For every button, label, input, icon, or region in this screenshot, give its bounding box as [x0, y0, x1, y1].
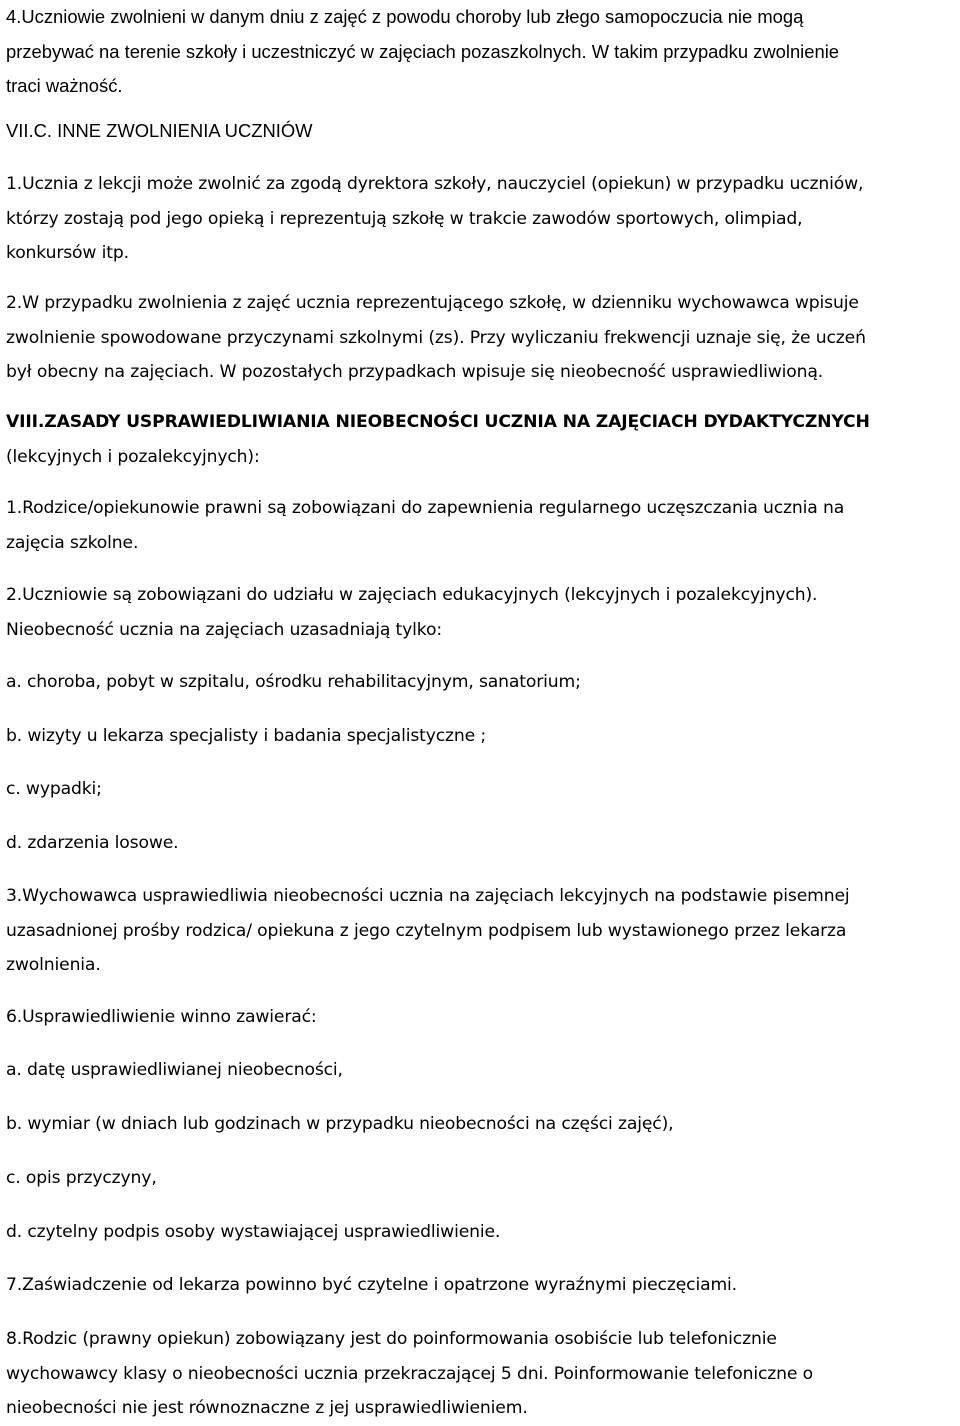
- list-item-text: d. czytelny podpis osoby wystawiającej usprawiedliwienie.: [6, 1222, 501, 1242]
- text-line: traci ważność.: [6, 75, 123, 96]
- paragraph-8-rodzic: [6, 1322, 951, 1426]
- text-line: 3.Wychowawca usprawiedliwia nieobecności ucznia na zajęciach lekcyjnych na podstawie pisemnej: [6, 886, 850, 906]
- text-line: którzy zostają pod jego opieką i reprezentują szkołę w trakcie zawodów sportowych, olimpiad,: [6, 208, 803, 229]
- text-line: 8.Rodzic (prawny opiekun) zobowiązany jest do poinformowania osobiście lub telefonicznie: [6, 1329, 777, 1349]
- text-line: był obecny na zajęciach. W pozostałych przypadkach wpisuje się nieobecność usprawiedliwioną.: [6, 362, 824, 382]
- heading-title: VIII.ZASADY USPRAWIEDLIWIANIA NIEOBECNOŚCI UCZNIA NA ZAJĘCIACH DYDAKTYCZNYCH: [6, 412, 870, 432]
- list-item-text: c. wypadki;: [6, 779, 102, 799]
- content-list-item: [6, 1215, 951, 1250]
- reason-list-item: [6, 772, 951, 807]
- list-item-text: b. wymiar (w dniach lub godzinach w przypadku nieobecności na części zajęć),: [6, 1114, 674, 1134]
- list-item-text: b. wizyty u lekarza specjalisty i badania specjalistyczne ;: [6, 726, 487, 746]
- paragraph-1-rodzice: [6, 491, 951, 560]
- reason-list-item: [6, 719, 951, 754]
- text-line: przebywać na terenie szkoły i uczestniczyć w zajęciach pozaszkolnych. W takim przypadku zwolnienie: [6, 40, 840, 62]
- text-line: Nieobecność ucznia na zajęciach uzasadniają tylko:: [6, 619, 442, 640]
- content-list-item: [6, 1107, 951, 1142]
- list-item-text: a. choroba, pobyt w szpitalu, ośrodku rehabilitacyjnym, sanatorium;: [6, 672, 581, 692]
- list-item-text: c. opis przyczyny,: [6, 1168, 157, 1188]
- text-line: 6.Usprawiedliwienie winno zawierać:: [6, 1007, 317, 1027]
- reason-list-item: [6, 665, 951, 700]
- text-line: zajęcia szkolne.: [6, 532, 139, 553]
- text-line: zwolnienie spowodowane przyczynami szkolnymi (zs). Przy wyliczaniu frekwencji uznaje się, że uczeń: [6, 327, 866, 348]
- section-heading-viic: [6, 114, 951, 149]
- reason-list-item: [6, 826, 951, 861]
- text-line: wychowawcy klasy o nieobecności ucznia przekraczającej 5 dni. Poinformowanie telefoniczne o: [6, 1363, 814, 1384]
- text-line: zwolnienia.: [6, 955, 101, 975]
- text-line: uzasadnionej prośby rodzica/ opiekuna z jego czytelnym podpisem lub wystawionego przez lekarza: [6, 920, 847, 941]
- heading-subtitle: (lekcyjnych i pozalekcyjnych):: [6, 446, 260, 467]
- text-line: 2.Uczniowie są zobowiązani do udziału w zajęciach edukacyjnych (lekcyjnych i pozalekcyjnych).: [6, 585, 818, 605]
- text-line: 7.Zaświadczenie od lekarza powinno być czytelne i opatrzone wyraźnymi pieczęciami.: [6, 1275, 737, 1295]
- paragraph-3-wychowawca: [6, 879, 951, 983]
- text-line: konkursów itp.: [6, 243, 129, 263]
- text-line: 1.Ucznia z lekcji może zwolnić za zgodą dyrektora szkoły, nauczyciel (opiekun) w przypadku uczniów,: [6, 174, 864, 194]
- content-list-item: [6, 1053, 951, 1088]
- section-heading-viii: [6, 405, 951, 474]
- paragraph-6-usprawiedliwienie: [6, 1000, 951, 1035]
- paragraph-1-ucznia-z-lekcji: [6, 167, 951, 271]
- text-line: nieobecności nie jest równoznaczne z jej usprawiedliwieniem.: [6, 1398, 528, 1418]
- text-line: 4.Uczniowie zwolnieni w danym dniu z zajęć z powodu choroby lub złego samopoczucia nie mogą: [6, 6, 804, 27]
- content-list-item: [6, 1161, 951, 1196]
- text-line: 1.Rodzice/opiekunowie prawni są zobowiązani do zapewnienia regularnego uczęszczania ucznia na: [6, 498, 845, 518]
- list-item-text: d. zdarzenia losowe.: [6, 833, 179, 853]
- paragraph-2-uczniowie: [6, 578, 951, 647]
- text-line: 2.W przypadku zwolnienia z zajęć ucznia reprezentującego szkołę, w dzienniku wychowawca wpisuje: [6, 293, 859, 313]
- paragraph-2-w-przypadku: [6, 286, 951, 390]
- paragraph-4-uczniowie-zwolnieni: [6, 0, 951, 104]
- heading-text: VII.C. INNE ZWOLNIENIA UCZNIÓW: [6, 120, 313, 141]
- list-item-text: a. datę usprawiedliwianej nieobecności,: [6, 1060, 343, 1080]
- paragraph-7-zaswiadczenie: [6, 1268, 951, 1303]
